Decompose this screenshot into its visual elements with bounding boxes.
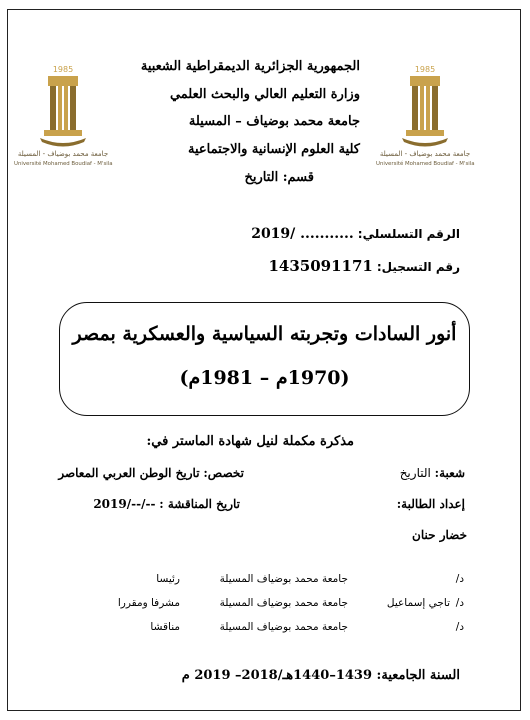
logo-year: 1985 — [414, 65, 436, 74]
jury-university: جامعة محمد بوضياف المسيلة — [219, 597, 348, 609]
student-name-row — [412, 528, 467, 542]
thesis-title: أنور السادات وتجربته السياسية والعسكرية بمصر — [72, 323, 457, 345]
jury-title: د/ — [455, 573, 464, 585]
jury-university: جامعة محمد بوضياف المسيلة — [219, 621, 348, 633]
prepared-by-label: إعداد الطالبة: — [396, 497, 465, 511]
registration-value: 1435091171 — [268, 257, 373, 275]
academic-year-label: السنة الجامعية: — [376, 668, 460, 683]
jury-role: مناقشا — [150, 621, 180, 633]
serial-value: ........... /2019 — [251, 226, 354, 242]
branch-row — [400, 466, 465, 480]
logo-caption-french: Université Mohamed Boudiaf - M'sila — [376, 161, 475, 167]
jury-university: جامعة محمد بوضياف المسيلة — [219, 573, 348, 585]
prepared-by-row — [397, 497, 465, 511]
thesis-period: (1970م – 1981م) — [179, 367, 350, 389]
academic-year-row — [182, 668, 460, 683]
registration-label: رقم التسجيل: — [376, 260, 460, 274]
logo-caption-arabic: جامعة محمد بوضياف - المسيلة — [379, 150, 471, 158]
specialty-value: تاريخ الوطن العربي المعاصر — [58, 466, 200, 480]
serial-label: الرقم التسلسلي: — [357, 227, 460, 241]
jury-name: تاجي إسماعيل — [386, 597, 450, 609]
header-university: جامعة محمد بوضياف – المسيلة — [188, 114, 360, 129]
specialty-label: تخصص: — [203, 466, 244, 480]
logo-caption-french: Université Mohamed Boudiaf - M'sila — [14, 161, 113, 167]
defense-date-value: --/--/2019 — [93, 497, 156, 511]
memo-statement: مذكرة مكملة لنيل شهادة الماستر في: — [146, 434, 354, 449]
jury-title: د/ — [455, 597, 464, 609]
registration-number-row — [268, 257, 460, 275]
university-emblem-icon — [14, 62, 112, 150]
logo-caption-arabic: جامعة محمد بوضياف - المسيلة — [17, 150, 109, 158]
thesis-title-box — [59, 302, 470, 416]
logo-year: 1985 — [52, 65, 74, 74]
student-name: خضار حنان — [412, 528, 467, 542]
branch-value: التاريخ — [399, 466, 431, 480]
specialty-row — [58, 466, 244, 480]
defense-date-label: تاريخ المناقشة : — [159, 497, 240, 511]
academic-year-value: 1439–1440هـ/2018– 2019 م — [181, 668, 373, 683]
header-faculty: كلية العلوم الإنسانية والاجتماعية — [188, 142, 360, 157]
jury-role: مشرفا ومقررا — [117, 597, 180, 609]
defense-date-row — [93, 497, 240, 511]
header-department: قسم: التاريخ — [244, 170, 314, 185]
university-emblem-icon — [376, 62, 474, 150]
jury-role: رئيسا — [156, 573, 180, 585]
university-logo-left — [14, 62, 112, 172]
serial-number-row — [251, 226, 460, 242]
jury-title: د/ — [455, 621, 464, 633]
branch-label: شعبة: — [434, 466, 465, 480]
header-ministry: وزارة التعليم العالي والبحث العلمي — [169, 87, 360, 102]
header-republic: الجمهورية الجزائرية الديمقراطية الشعبية — [140, 59, 360, 74]
university-logo-right — [376, 62, 474, 172]
